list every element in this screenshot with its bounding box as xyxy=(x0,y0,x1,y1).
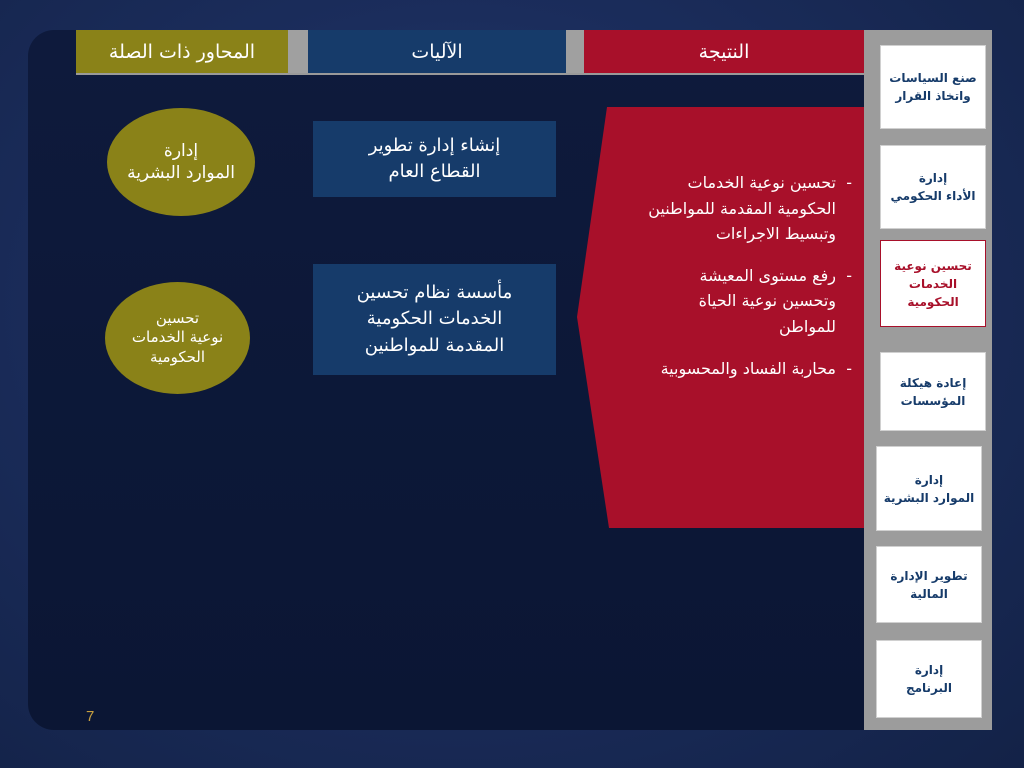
sidebar-item-hr[interactable] xyxy=(876,446,982,531)
result-item xyxy=(604,170,852,247)
header-mechanisms: الآليات xyxy=(308,30,566,73)
header-separator xyxy=(566,30,584,73)
sidebar-item-label: إدارة البرنامج xyxy=(905,663,953,695)
page-number: 7 xyxy=(86,708,95,725)
sidebar-item-label: تطوير الإدارة المالية xyxy=(890,568,968,601)
result-text: رفع مستوى المعيشة وتحسين نوعية الحياة للمواطن xyxy=(698,265,836,336)
bullet-dash: - xyxy=(846,173,852,192)
result-item xyxy=(604,263,852,340)
sidebar-item-label: إدارة الموارد البشرية xyxy=(883,472,975,505)
axis-label: تحسين نوعية الخدمات الحكومية xyxy=(131,308,224,366)
mechanism-text: مأسسة نظام تحسين الخدمات الحكومية المقدمة للمواطنين xyxy=(356,282,513,356)
sidebar-item-label: إعادة هيكلة المؤسسات xyxy=(899,375,967,408)
mechanism-box-1 xyxy=(313,121,556,197)
sidebar-item-performance[interactable] xyxy=(880,145,986,229)
sidebar-item-policy[interactable] xyxy=(880,45,986,129)
result-text: تحسين نوعية الخدمات الحكومية المقدمة للمواطنين وتبسيط الاجراءات xyxy=(648,173,836,244)
sidebar-item-finance[interactable] xyxy=(876,546,982,623)
header-separator xyxy=(288,30,308,73)
sidebar-item-label: صنع السياسات واتخاذ القرار xyxy=(889,71,977,103)
sidebar-item-restructuring[interactable] xyxy=(880,352,986,431)
sidebar-item-services[interactable] xyxy=(880,240,986,327)
axis-oval-hr xyxy=(107,108,255,216)
bullet-dash: - xyxy=(846,358,852,378)
mechanism-box-2 xyxy=(313,264,556,375)
result-item xyxy=(604,356,852,382)
header-axes: المحاور ذات الصلة xyxy=(76,30,288,73)
sidebar-item-label: إدارة الأداء الحكومي xyxy=(890,171,976,203)
sidebar-item-label: تحسين نوعية الخدمات الحكومية xyxy=(894,258,972,309)
result-list xyxy=(604,170,852,397)
header-underline xyxy=(76,73,864,75)
sidebar-item-program[interactable] xyxy=(876,640,982,718)
axis-label: إدارة الموارد البشرية xyxy=(127,140,235,183)
axis-oval-services xyxy=(105,282,250,394)
header-result: النتيجة xyxy=(584,30,864,73)
mechanism-text: إنشاء إدارة تطوير القطاع العام xyxy=(368,134,501,182)
bullet-dash: - xyxy=(846,265,852,285)
result-text: محاربة الفساد والمحسوبية xyxy=(660,358,836,378)
